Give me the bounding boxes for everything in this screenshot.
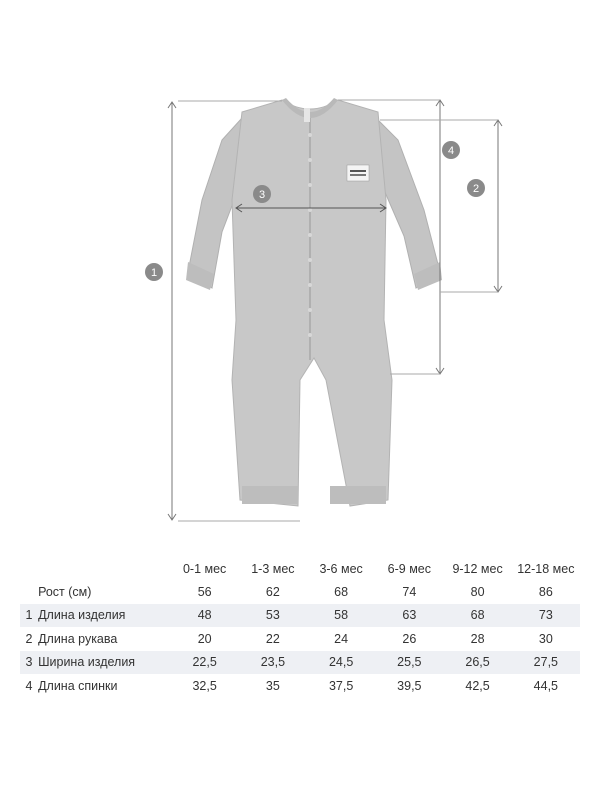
table-row: [20, 627, 580, 651]
table-cell: 32,5: [192, 678, 217, 693]
table-cell: 48: [171, 604, 239, 628]
size-table: [20, 558, 580, 698]
column-header: 9-12 мес: [452, 562, 503, 576]
table-cell: 22,5: [171, 651, 239, 675]
table-row: [20, 604, 580, 628]
row-number: [20, 580, 38, 604]
table-cell: 24,5: [307, 651, 375, 675]
marker-1: [145, 263, 163, 281]
table-cell: 42,5: [465, 678, 490, 693]
table-header-row: [20, 558, 580, 580]
column-header: 12-18 мес: [517, 562, 575, 576]
table-cell: 39,5: [397, 678, 422, 693]
table-cell: 27,5: [512, 651, 580, 675]
row-label: Рост (см): [38, 584, 92, 599]
svg-text:1: 1: [150, 267, 158, 279]
table-cell: 58: [307, 604, 375, 628]
table-cell: 86: [538, 584, 553, 599]
row-number: 2: [25, 631, 33, 646]
table-cell: 73: [512, 604, 580, 628]
table-cell: 22: [265, 631, 280, 646]
row-label: Длина спинки: [38, 678, 118, 693]
table-cell: 23,5: [239, 651, 307, 675]
column-header: 6-9 мес: [387, 562, 432, 576]
table-cell: 53: [239, 604, 307, 628]
table-row: [20, 651, 580, 675]
table-cell: 80: [470, 584, 485, 599]
table-cell: 30: [538, 631, 553, 646]
row-number: 4: [25, 678, 33, 693]
row-label: Ширина изделия: [38, 651, 170, 675]
table-cell: 24: [334, 631, 349, 646]
svg-text:2: 2: [472, 183, 480, 195]
column-header: 3-6 мес: [319, 562, 363, 576]
table-cell: 44,5: [533, 678, 559, 693]
table-cell: 35: [265, 678, 280, 693]
table-cell: 26,5: [443, 651, 511, 675]
table-cell: 63: [375, 604, 443, 628]
table-row: [20, 580, 580, 604]
svg-text:4: 4: [447, 145, 455, 157]
table-cell: 25,5: [375, 651, 443, 675]
marker-3: [253, 185, 271, 203]
table-row: [20, 674, 580, 698]
row-label: Длина рукава: [38, 631, 118, 646]
table-cell: 62: [265, 584, 280, 599]
marker-2: [467, 179, 485, 197]
svg-text:3: 3: [258, 189, 266, 201]
row-label: Длина изделия: [38, 604, 170, 628]
table-cell: 56: [197, 584, 212, 599]
marker-4: [442, 141, 460, 159]
row-number: 3: [20, 651, 38, 675]
table-cell: 20: [197, 631, 212, 646]
table-cell: 26: [402, 631, 417, 646]
row-number: 1: [20, 604, 38, 628]
column-header: 1-3 мес: [251, 562, 295, 576]
table-cell: 28: [470, 631, 485, 646]
table-cell: 37,5: [328, 678, 354, 693]
table-cell: 68: [334, 584, 349, 599]
column-header: 0-1 мес: [182, 562, 227, 576]
table-cell: 68: [443, 604, 511, 628]
table-cell: 74: [402, 584, 417, 599]
romper-image: [186, 98, 442, 506]
